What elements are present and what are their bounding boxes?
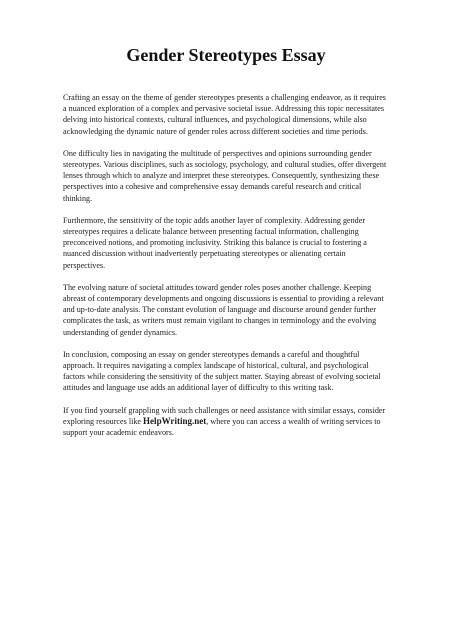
paragraph-closing bbox=[63, 405, 389, 439]
closing-text-before: If you find yourself grappling with such challenges or need assistance with similar essays, consider exploring resources like bbox=[63, 405, 386, 426]
paragraph-intro: Crafting an essay on the theme of gender stereotypes presents a challenging endeavor, as it requires a nuanced exploration of a complex and pervasive societal issue. Addressing this topic necessitates delving into historical contexts, cultural influences, and psychological dimensions, while also acknowledging the dynamic nature of gender roles across different societies and time periods. bbox=[63, 93, 386, 136]
paragraph-evolving-attitudes: The evolving nature of societal attitudes toward gender roles poses another challenge. Keeping abreast of contemporary developments and ongoing discussions is essential to providing a relevant and up-to-date analysis. The constant evolution of language and discourse around gender further complicates the task, as writers must remain vigilant to changes in terminology and the evolving understanding of gender dynamics. bbox=[63, 282, 384, 337]
paragraph-conclusion: In conclusion, composing an essay on gender stereotypes demands a careful and thoughtful approach. It requires navigating a complex landscape of historical, cultural, and psychological factors while considering the sensitivity of the subject matter. Staying abreast of evolving societal attitudes and language use adds an additional layer of difficulty to this writing task. bbox=[63, 349, 381, 393]
closing-text-after: , where you can access a wealth of writing services to support your academic endeavors. bbox=[63, 416, 381, 438]
helpwriting-brand: HelpWriting.net bbox=[143, 415, 207, 426]
paragraph-perspectives: One difficulty lies in navigating the multitude of perspectives and opinions surrounding gender stereotypes. Various disciplines, such as sociology, psychology, and cultural studies, offer divergent lenses through which to analyze and interpret these stereotypes. Consequently, synthesizing these perspectives into a cohesive and comprehensive essay demands careful research and critical thinking. bbox=[63, 148, 387, 203]
page-title: Gender Stereotypes Essay bbox=[126, 45, 326, 65]
paragraph-sensitivity: Furthermore, the sensitivity of the topic adds another layer of complexity. Addressing gender stereotypes requires a delicate balance between presenting factual information, challenging preconceived notions, and promoting inclusivity. Striking this balance is crucial to fostering a nuanced discussion without inadvertently perpetuating stereotypes or alienating certain perspectives. bbox=[63, 215, 367, 270]
